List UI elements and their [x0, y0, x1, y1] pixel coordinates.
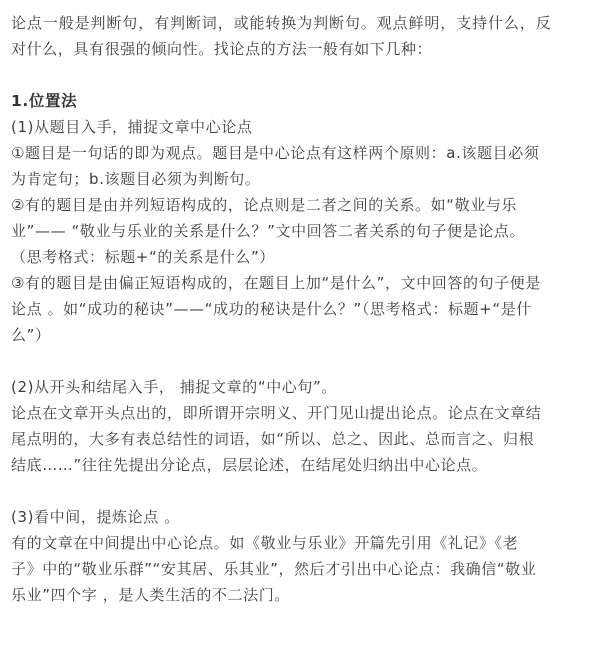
- subsection-1-title: (1)从题目入手，捕捉文章中心论点: [11, 118, 253, 136]
- paragraph-2-line-1: ②有的题目是由并列短语构成的，论点则是二者之间的关系。如“敬业与乐: [11, 196, 518, 214]
- paragraph-5-line-1: 有的文章在中间提出中心论点。如《敬业与乐业》开篇先引用《礼记》《老: [11, 534, 519, 552]
- paragraph-2-line-2: 业”—— “敬业与乐业的关系是什么？”文中回答二者关系的句子便是论点。: [11, 222, 526, 240]
- paragraph-1-line-1: ①题目是一句话的即为观点。题目是中心论点有这样两个原则：a.该题目必须: [11, 144, 540, 162]
- paragraph-3-line-2: 论点 。如“成功的秘诀”——“成功的秘诀是什么？”（思考格式：标题+“是什: [11, 300, 532, 318]
- paragraph-4-line-3: 结底……”往往先提出分论点，层层论述，在结尾处归纳出中心论点。: [11, 456, 488, 474]
- subsection-3-title: (3)看中间，提炼论点 。: [11, 508, 180, 526]
- blank-line: [11, 478, 597, 504]
- paragraph-3-line-3: 么”）: [11, 326, 51, 344]
- blank-line: [11, 348, 597, 374]
- paragraph-4-line-1: 论点在文章开头点出的，即所谓开宗明义、开门见山提出论点。论点在文章结: [11, 404, 542, 422]
- paragraph-2-line-3: （思考格式：标题+“的关系是什么”）: [11, 248, 275, 266]
- section-heading: 1.位置法: [11, 92, 78, 110]
- paragraph-1-line-2: 为肯定句；b.该题目必须为判断句。: [11, 170, 261, 188]
- paragraph-5-line-3: 乐业”四个字 ，是人类生活的不二法门。: [11, 586, 290, 604]
- subsection-2-title: (2)从开头和结尾入手， 捕捉文章的“中心句”。: [11, 378, 337, 396]
- paragraph-4-line-2: 尾点明的，大多有表总结性的词语，如“所以、总之、因此、总而言之、归根: [11, 430, 535, 448]
- paragraph-3-line-1: ③有的题目是由偏正短语构成的，在题目上加“是什么”，文中回答的句子便是: [11, 274, 541, 292]
- paragraph-5-line-2: 子》中的“敬业乐群”“安其居、乐其业”，然后才引出中心论点：我确信“敬业: [11, 560, 537, 578]
- intro-line-1: 论点一般是判断句，有判断词，或能转换为判断句。观点鲜明，支持什么，反: [11, 14, 552, 32]
- blank-line: [11, 62, 597, 88]
- intro-line-2: 对什么，具有很强的倾向性。找论点的方法一般有如下几种：: [11, 40, 433, 58]
